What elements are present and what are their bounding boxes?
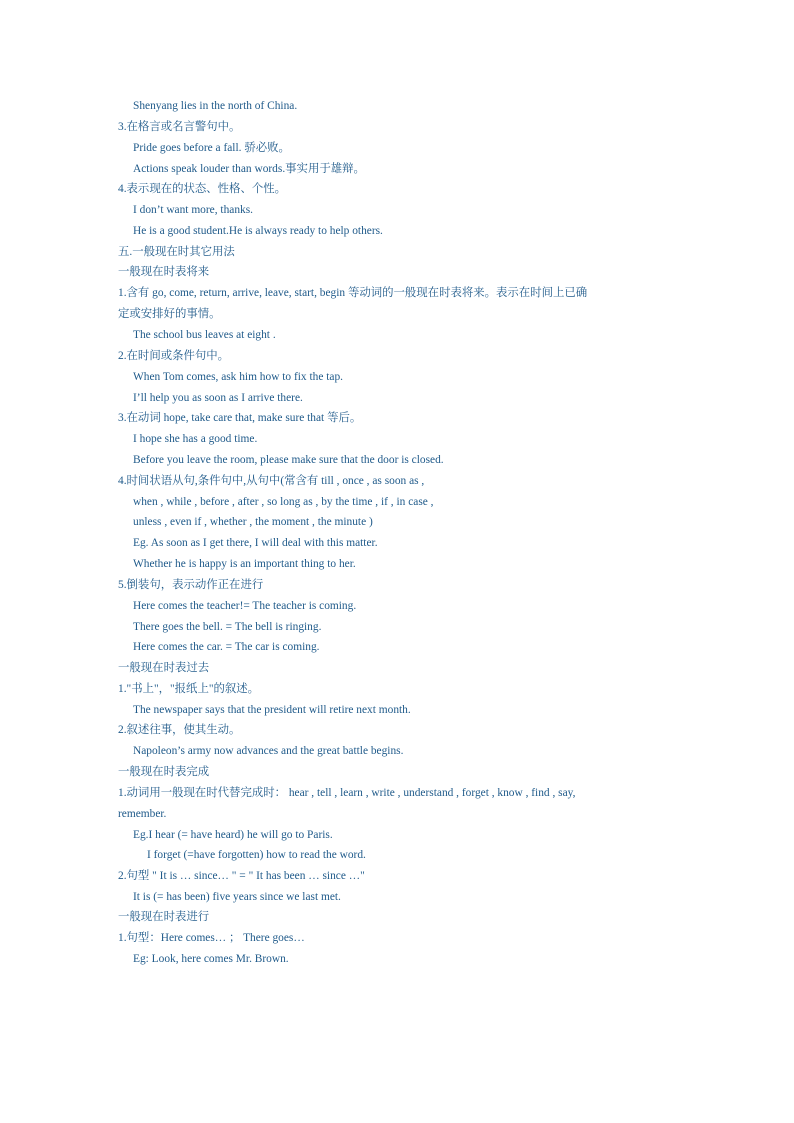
subsection-heading: 一般现在时表将来 <box>118 266 210 278</box>
text-line: Here comes the teacher!= The teacher is coming. <box>133 600 357 612</box>
text-line: 4.时间状语从句,条件句中,从句中(常含有 till , once , as soon as , <box>118 475 425 487</box>
text-line: The school bus leaves at eight . <box>133 329 276 341</box>
text-line: Eg: Look, here comes Mr. Brown. <box>133 953 289 965</box>
text-line: 2.叙述往事，使其生动。 <box>118 724 241 736</box>
text-line: 1."书上"，"报纸上"的叙述。 <box>118 683 260 695</box>
text-line: 1.句型：Here comes… ； There goes… <box>118 932 305 944</box>
text-line: I hope she has a good time. <box>133 433 258 445</box>
text-line: Pride goes before a fall. 骄必败。 <box>133 142 290 154</box>
text-line: Before you leave the room, please make sure that the door is closed. <box>133 454 444 466</box>
section-heading: 五.一般现在时其它用法 <box>118 246 235 258</box>
text-line: 1.含有 go, come, return, arrive, leave, start, begin 等动词的一般现在时表将来。表示在时间上已确 <box>118 287 588 299</box>
text-line: unless , even if , whether , the moment , the minute ) <box>133 516 373 528</box>
text-line: I’ll help you as soon as I arrive there. <box>133 392 303 404</box>
text-line: I don’t want more, thanks. <box>133 204 254 216</box>
text-line: when , while , before , after , so long as , by the time , if , in case , <box>133 496 434 508</box>
text-line: 3.在动词 hope, take care that, make sure that 等后。 <box>118 412 362 424</box>
text-line: When Tom comes, ask him how to fix the tap. <box>133 371 343 383</box>
text-line: Actions speak louder than words.事实用于雄辩。 <box>133 163 365 175</box>
text-line: It is (= has been) five years since we last met. <box>133 891 341 903</box>
text-line: Shenyang lies in the north of China. <box>133 100 298 112</box>
subsection-heading: 一般现在时表进行 <box>118 911 210 923</box>
text-line: Eg. As soon as I get there, I will deal with this matter. <box>133 537 378 549</box>
text-line: Eg.I hear (= have heard) he will go to Paris. <box>133 829 333 841</box>
text-line: 5.倒装句，表示动作正在进行 <box>118 579 264 591</box>
subsection-heading: 一般现在时表完成 <box>118 766 210 778</box>
text-line: 2.在时间或条件句中。 <box>118 350 230 362</box>
text-line: He is a good student.He is always ready to help others. <box>133 225 383 237</box>
text-line: 1.动词用一般现在时代替完成时： hear , tell , learn , write , understand , forget , know , find , say, <box>118 787 576 799</box>
subsection-heading: 一般现在时表过去 <box>118 662 210 674</box>
text-line: There goes the bell. = The bell is ringing. <box>133 621 322 633</box>
text-line: The newspaper says that the president will retire next month. <box>133 704 411 716</box>
text-line: remember. <box>118 808 167 820</box>
text-line: I forget (=have forgotten) how to read the word. <box>147 849 366 861</box>
text-line: Whether he is happy is an important thing to her. <box>133 558 356 570</box>
text-line: 2.句型 " It is … since… " = " It has been … since …" <box>118 870 365 882</box>
text-line: 定或安排好的事情。 <box>118 308 221 320</box>
text-line: 4.表示现在的状态、性格、个性。 <box>118 183 287 195</box>
text-line: Here comes the car. = The car is coming. <box>133 641 320 653</box>
text-line: 3.在格言或名言警句中。 <box>118 121 241 133</box>
text-line: Napoleon’s army now advances and the great battle begins. <box>133 745 404 757</box>
